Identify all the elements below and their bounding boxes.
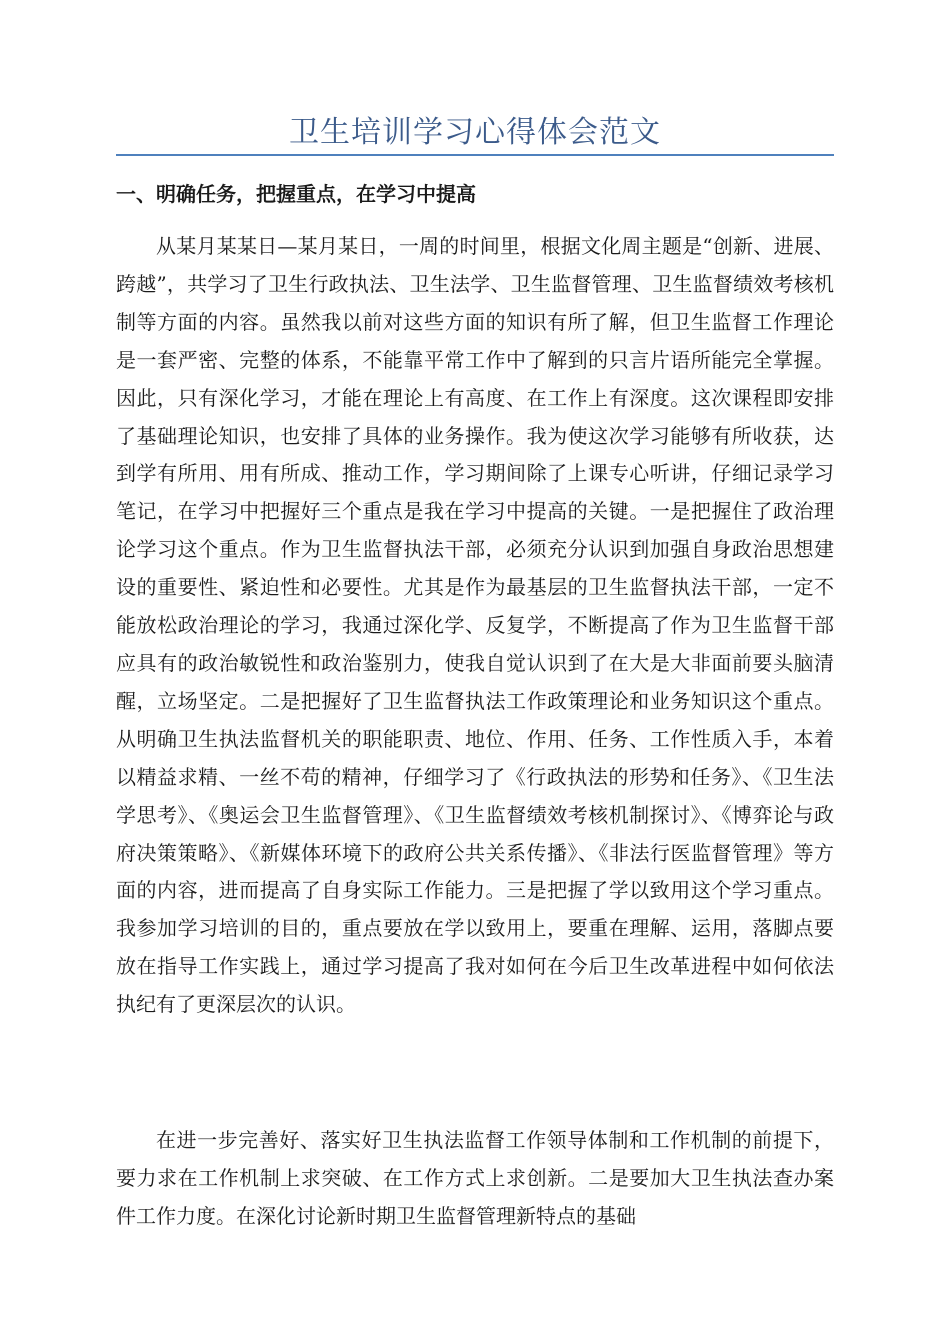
body-paragraph-2: 在进一步完善好、落实好卫生执法监督工作领导体制和工作机制的前提下，要力求在工作机制上求突破、在工作方式上求创新。二是要加大卫生执法查办案件工作力度。在深化讨论新时期卫生监督管理新特点的基础	[116, 1128, 834, 1228]
document-title: 卫生培训学习心得体会范文	[289, 115, 661, 150]
body-paragraph-1: 从某月某某日—某月某日，一周的时间里，根据文化周主题是“创新、进展、跨越”，共学习了卫生行政执法、卫生法学、卫生监督管理、卫生监督绩效考核机制等方面的内容。虽然我以前对这些方面的知识有所了解，但卫生监督工作理论是一套严密、完整的体系，不能靠平常工作中了解到的只言片语所能完全掌握。因此，只有深化学习，才能在理论上有高度、在工作上有深度。这次课程即安排了基础理论知识，也安排了具体的业务操作。我为使这次学习能够有所收获，达到学有所用、用有所成、推动工作，学习期间除了上课专心听讲，仔细记录学习笔记，在学习中把握好三个重点是我在学习中提高的关键。一是把握住了政治理论学习这个重点。作为卫生监督执法干部，必须充分认识到加强自身政治思想建设的重要性、紧迫性和必要性。尤其是作为最基层的卫生监督执法干部，一定不能放松政治理论的学习，我通过深化学、反复学，不断提高了作为卫生监督干部应具有的政治敏锐性和政治鉴别力，使我自觉认识到了在大是大非面前要头脑清醒，立场坚定。二是把握好了卫生监督执法工作政策理论和业务知识这个重点。从明确卫生执法监督机关的职能职责、地位、作用、任务、工作性质入手，本着以精益求精、一丝不苟的精神，仔细学习了《行政执法的形势和任务》、《卫生法学思考》、《奥运会卫生监督管理》、《卫生监督绩效考核机制探讨》、《博弈论与政府决策策略》、《新媒体环境下的政府公共关系传播》、《非法行医监督管理》等方面的内容，进而提高了自身实际工作能力。三是把握了学以致用这个学习重点。我参加学习培训的目的，重点要放在学以致用上，要重在理解、运用，落脚点要放在指导工作实践上，通过学习提高了我对如何在今后卫生改革进程中如何依法执纪有了更深层次的认识。	[116, 234, 834, 1017]
section-heading: 一、明确任务，把握重点，在学习中提高	[116, 182, 476, 206]
title-underline	[116, 154, 834, 156]
document-page	[116, 0, 834, 1344]
